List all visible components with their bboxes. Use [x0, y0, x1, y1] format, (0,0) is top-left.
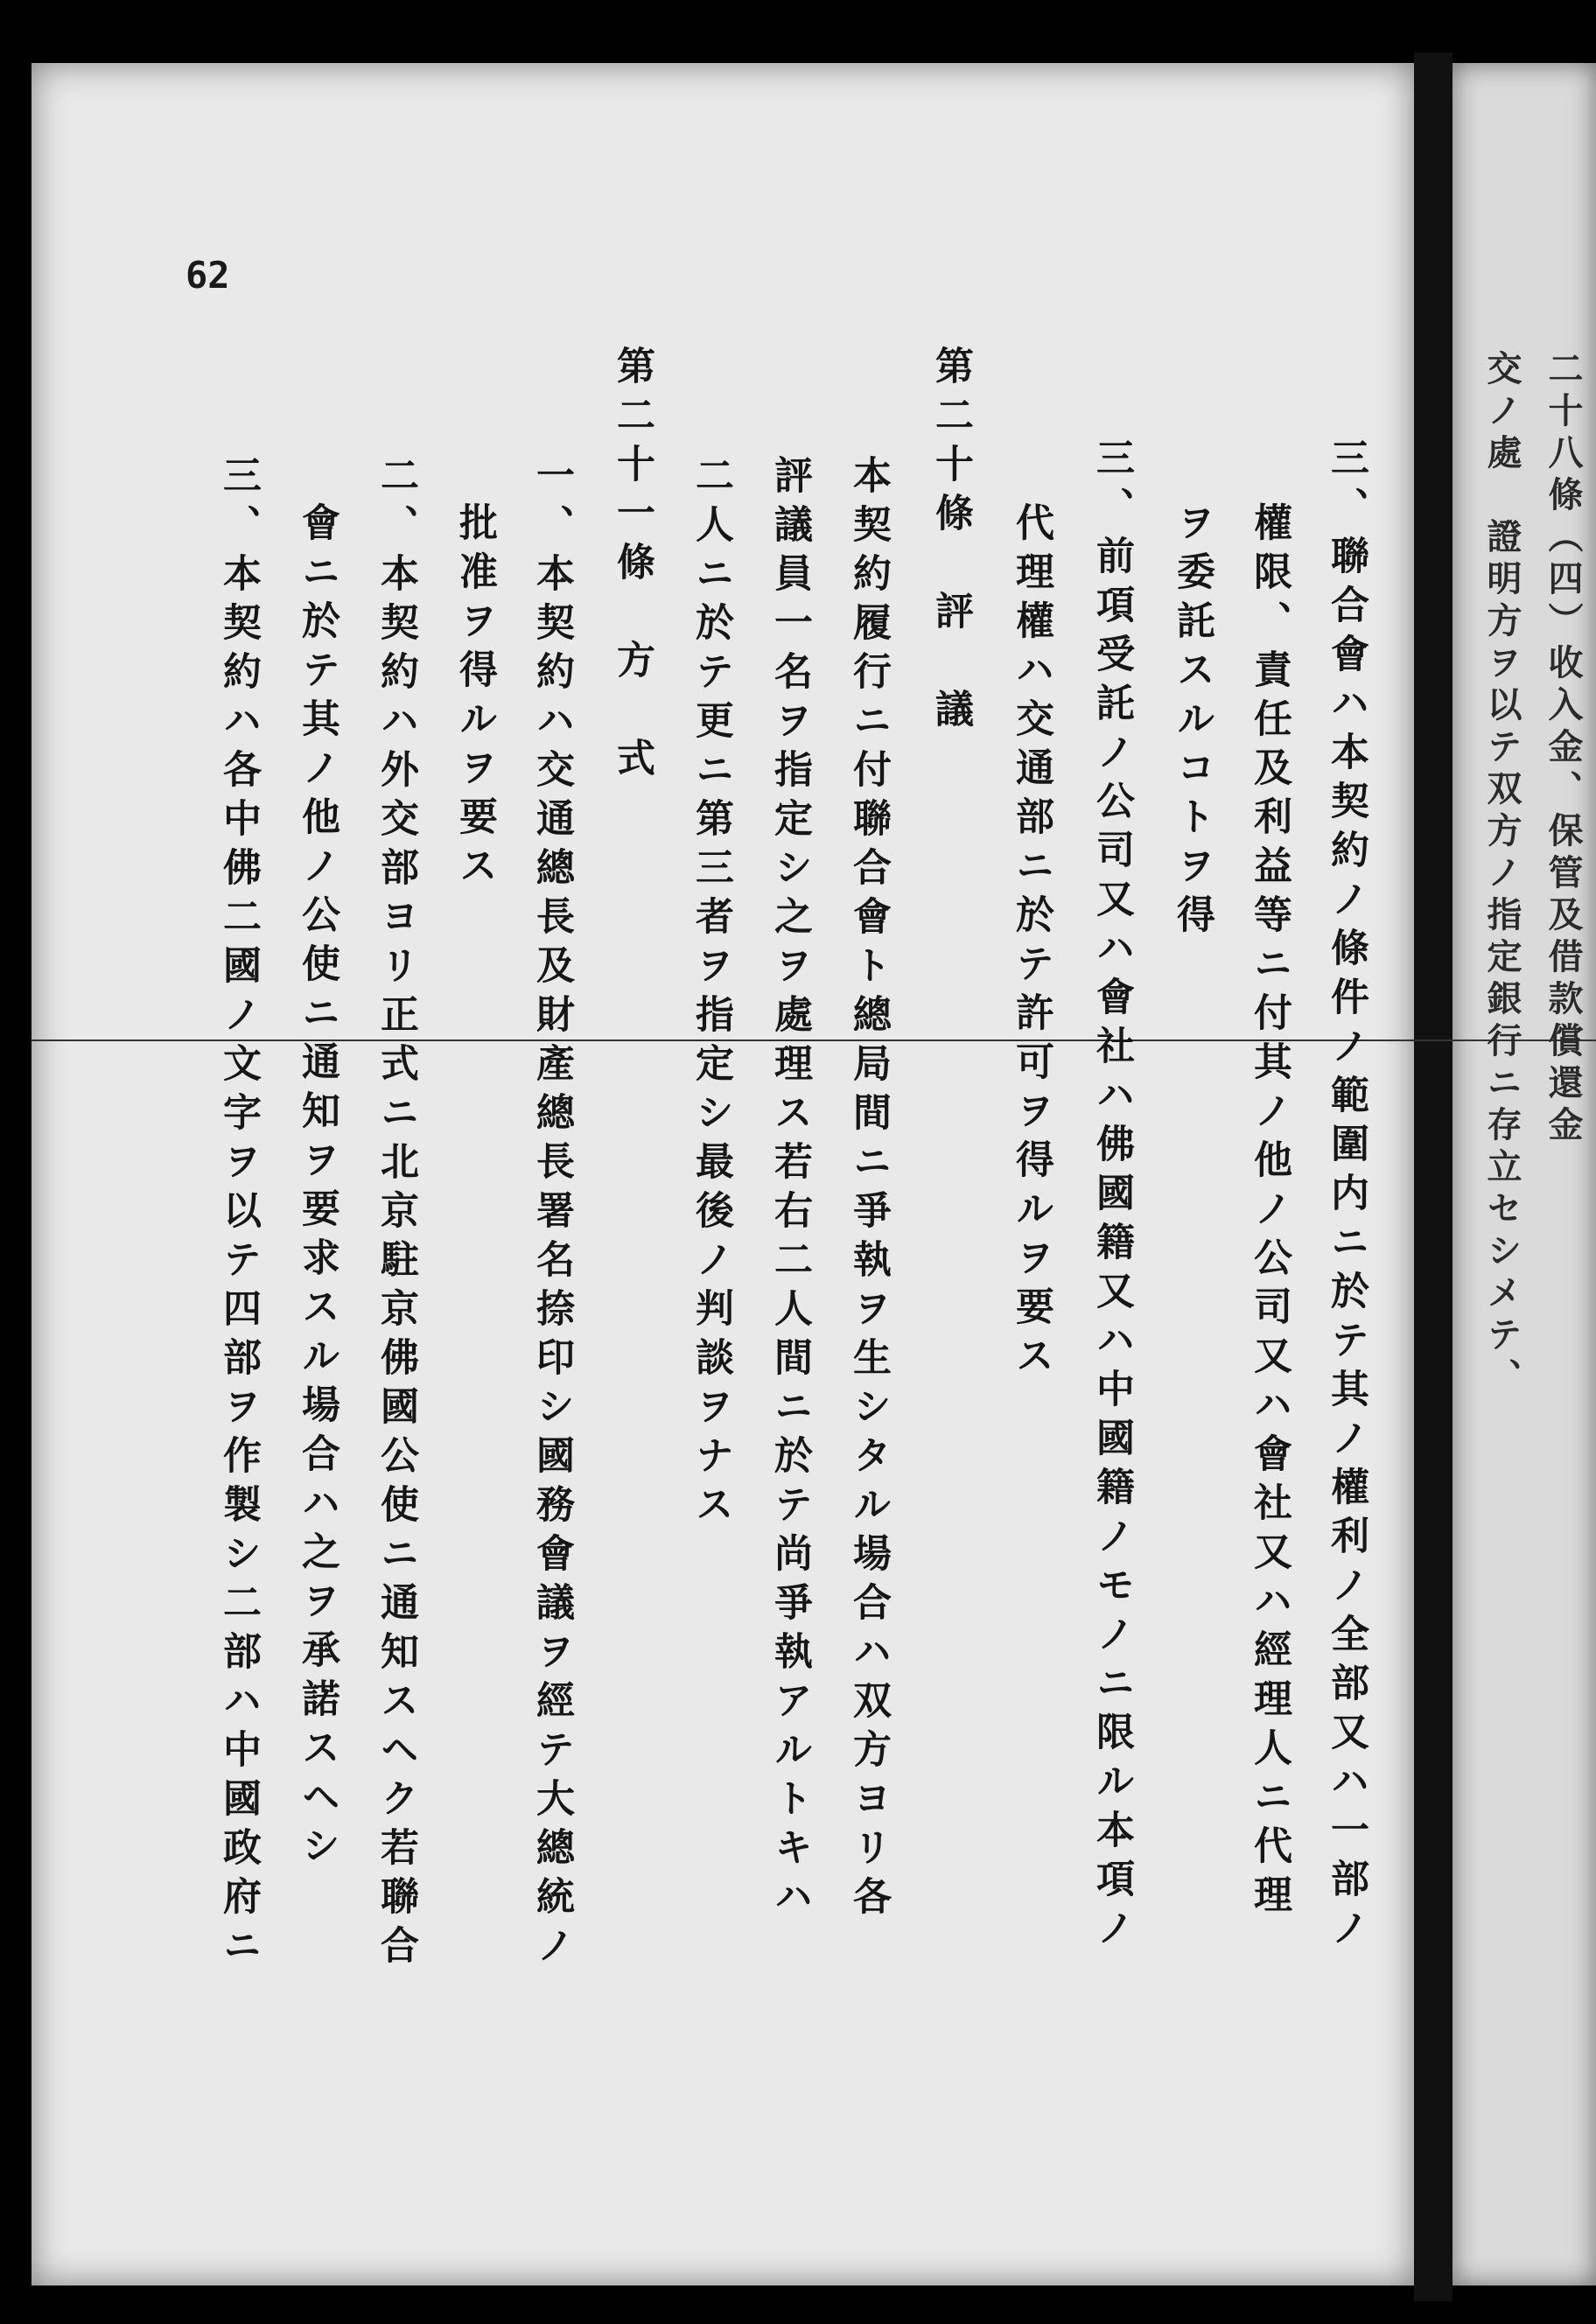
- article-heading: 第二十條 評 議: [928, 346, 973, 738]
- text-column: ヲ委託スルコトヲ得: [1170, 502, 1214, 943]
- text-column: 會ニ於テ其ノ他ノ公使ニ通知ヲ要求スル場合ハ之ヲ承諾スヘシ: [295, 502, 340, 1874]
- text-column: 三、前項受託ノ公司又ハ會社ハ佛國籍又ハ中國籍ノモノニ限ル本項ノ: [1089, 438, 1134, 1956]
- article-heading: 第二十一條 方 式: [610, 346, 654, 787]
- text-column: 權限、責任及利益等ニ付其ノ他ノ公司又ハ會社又ハ經理人ニ代理: [1247, 502, 1292, 1923]
- text-column: 代理權ハ交通部ニ於テ許可ヲ得ルヲ要ス: [1009, 502, 1054, 1384]
- book-binding: [1414, 52, 1452, 2301]
- page-number: 62: [186, 254, 230, 297]
- next-page-text-column: 交ノ處 證明方ヲ以テ双方ノ指定銀行ニ存立セシメテ、: [1481, 350, 1522, 1400]
- text-column: 二、本契約ハ外交部ヨリ正式ニ北京駐京佛國公使ニ通知スヘク若聯合: [374, 455, 418, 1974]
- text-column: 三、聯合會ハ本契約ノ條件ノ範圍内ニ於テ其ノ權利ノ全部又ハ一部ノ: [1324, 438, 1368, 1956]
- text-column: 三、本契約ハ各中佛二國ノ文字ヲ以テ四部ヲ作製シ二部ハ中國政府ニ: [216, 455, 261, 1974]
- text-column: 二人ニ於テ更ニ第三者ヲ指定シ最後ノ判談ヲナス: [689, 455, 733, 1533]
- text-column: 本契約履行ニ付聯合會ト總局間ニ爭執ヲ生シタル場合ハ双方ヨリ各: [846, 455, 891, 1925]
- next-page-text-column: 二十八條（四）收入金、保管及借款償還金: [1543, 350, 1584, 1148]
- text-column: 一、本契約ハ交通總長及財產總長署名捺印シ國務會議ヲ經テ大總統ノ: [529, 455, 574, 1974]
- text-column: 批准ヲ得ルヲ要ス: [452, 502, 497, 894]
- text-column: 評議員一名ヲ指定シ之ヲ處理ス若右二人間ニ於テ尚爭執アルトキハ: [767, 455, 812, 1925]
